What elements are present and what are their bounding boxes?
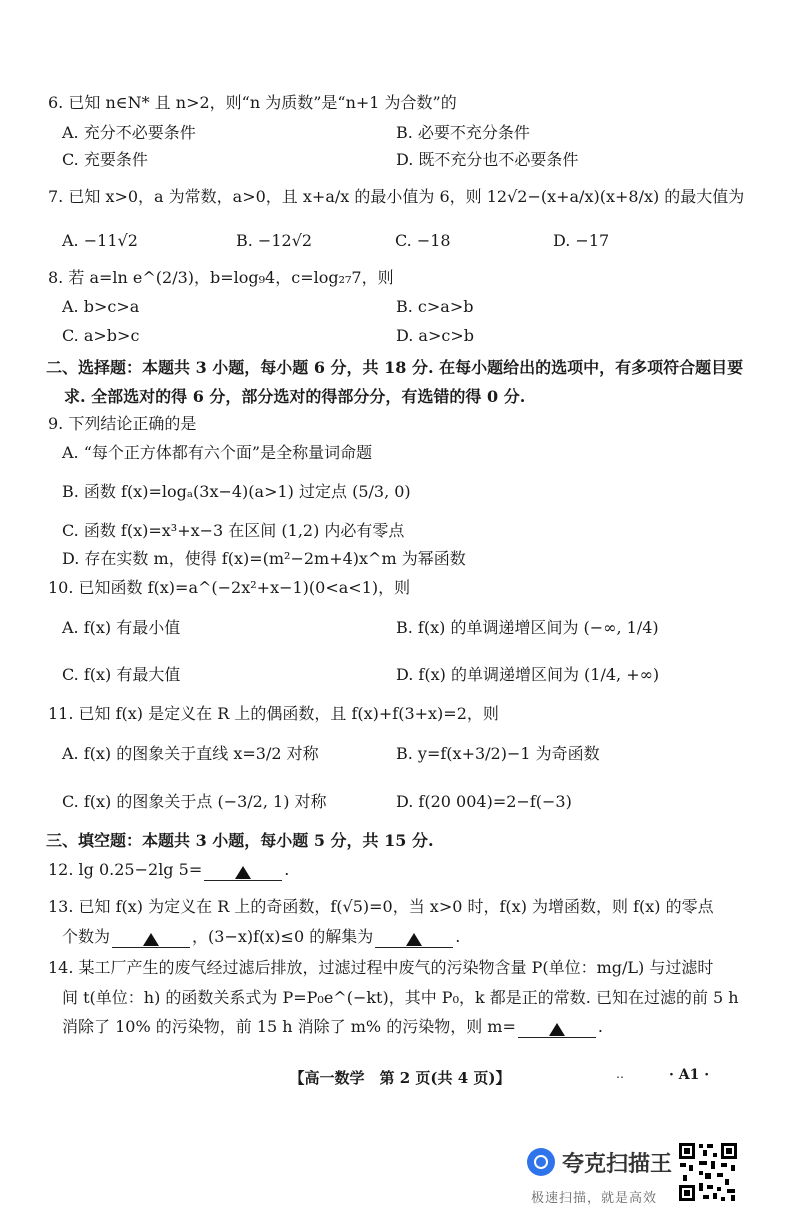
triangle-icon bbox=[143, 933, 159, 946]
q9-stem: 9. 下列结论正确的是 bbox=[48, 414, 197, 433]
q13-answer-blank-2[interactable] bbox=[375, 929, 453, 948]
q14-line3: 消除了 10% 的污染物，前 15 h 消除了 m% 的污染物，则 m= . bbox=[62, 1017, 603, 1036]
q6-stem: 6. 已知 n∈N* 且 n>2，则“n 为质数”是“n+1 为合数”的 bbox=[48, 93, 457, 112]
quark-logo-icon bbox=[527, 1148, 555, 1176]
q7-option-c: C. −18 bbox=[395, 231, 451, 250]
page-code: · A1 · bbox=[669, 1067, 710, 1083]
q9-option-d: D. 存在实数 m，使得 f(x)=(m²−2m+4)x^m 为幂函数 bbox=[62, 549, 466, 568]
q13-line1: 13. 已知 f(x) 为定义在 R 上的奇函数，f(√5)=0，当 x>0 时，f(x) 为增函数，则 f(x) 的零点 bbox=[48, 897, 714, 916]
q6-option-a: A. 充分不必要条件 bbox=[62, 123, 196, 142]
q11-option-b: B. y=f(x+3/2)−1 为奇函数 bbox=[396, 744, 600, 763]
q6-option-d: D. 既不充分也不必要条件 bbox=[396, 150, 579, 169]
scan-dots: ‥ bbox=[616, 1067, 625, 1081]
q9-option-c: C. 函数 f(x)=x³+x−3 在区间 (1,2) 内必有零点 bbox=[62, 521, 405, 540]
section2-instructions-line2: 求. 全部选对的得 6 分，部分选对的得部分分，有选错的得 0 分. bbox=[64, 387, 526, 406]
triangle-icon bbox=[549, 1023, 565, 1036]
watermark-slogan: 极速扫描，就是高效 bbox=[531, 1191, 658, 1206]
q13-text-b: ，(3−x)f(x)≤0 的解集为 bbox=[192, 927, 374, 946]
q6-option-b: B. 必要不充分条件 bbox=[396, 123, 530, 142]
q8-option-a: A. b>c>a bbox=[62, 297, 140, 316]
watermark-name: 夸克扫描王 bbox=[562, 1152, 673, 1177]
q10-stem: 10. 已知函数 f(x)=a^(−2x²+x−1)(0<a<1)，则 bbox=[48, 578, 411, 597]
q9-option-b: B. 函数 f(x)=logₐ(3x−4)(a>1) 过定点 (5/3, 0) bbox=[62, 482, 411, 501]
q13-line2: 个数为 ，(3−x)f(x)≤0 的解集为 . bbox=[62, 927, 461, 946]
q8-option-c: C. a>b>c bbox=[62, 326, 140, 345]
q12-text: 12. lg 0.25−2lg 5= bbox=[48, 860, 203, 879]
q8-option-d: D. a>c>b bbox=[396, 326, 474, 345]
q10-option-d: D. f(x) 的单调递增区间为 (1/4, +∞) bbox=[396, 665, 660, 684]
page-footer: 【高一数学 第 2 页(共 4 页)】 bbox=[289, 1069, 511, 1087]
q14-text: 消除了 10% 的污染物，前 15 h 消除了 m% 的污染物，则 m= bbox=[62, 1017, 516, 1036]
section2-instructions-line1: 二、选择题：本题共 3 小题，每小题 6 分，共 18 分. 在每小题给出的选项中，有多项符合题目要 bbox=[46, 358, 744, 377]
q11-option-d: D. f(20 004)=2−f(−3) bbox=[396, 792, 572, 811]
q7-option-d: D. −17 bbox=[553, 231, 610, 250]
q8-option-b: B. c>a>b bbox=[396, 297, 474, 316]
triangle-icon bbox=[235, 866, 251, 879]
triangle-icon bbox=[406, 933, 422, 946]
q8-stem: 8. 若 a=ln e^(2/3)，b=log₉4，c=log₂₇7，则 bbox=[48, 268, 394, 287]
q14-answer-blank[interactable] bbox=[518, 1019, 596, 1038]
q13-text-a: 个数为 bbox=[62, 927, 111, 946]
q7-stem: 7. 已知 x>0，a 为常数，a>0，且 x+a/x 的最小值为 6，则 12√2−(x+a/x)(x+8/x) 的最大值为 bbox=[48, 187, 745, 206]
q10-option-b: B. f(x) 的单调递增区间为 (−∞, 1/4) bbox=[396, 618, 659, 637]
q12-line: 12. lg 0.25−2lg 5= . bbox=[48, 860, 290, 879]
q14-line1: 14. 某工厂产生的废气经过滤后排放，过滤过程中废气的污染物含量 P(单位：mg/L) 与过滤时 bbox=[48, 958, 714, 977]
section3-instructions: 三、填空题：本题共 3 小题，每小题 5 分，共 15 分. bbox=[46, 831, 434, 850]
q10-option-a: A. f(x) 有最小值 bbox=[62, 618, 181, 637]
q9-option-a: A. “每个正方体都有六个面”是全称量词命题 bbox=[62, 443, 373, 462]
q11-stem: 11. 已知 f(x) 是定义在 R 上的偶函数，且 f(x)+f(3+x)=2，则 bbox=[48, 704, 499, 723]
q7-option-a: A. −11√2 bbox=[62, 231, 138, 250]
q10-option-c: C. f(x) 有最大值 bbox=[62, 665, 181, 684]
q11-option-a: A. f(x) 的图象关于直线 x=3/2 对称 bbox=[62, 744, 319, 763]
q13-answer-blank-1[interactable] bbox=[112, 929, 190, 948]
q11-option-c: C. f(x) 的图象关于点 (−3/2, 1) 对称 bbox=[62, 792, 327, 811]
q6-option-c: C. 充要条件 bbox=[62, 150, 148, 169]
q14-line2: 间 t(单位：h) 的函数关系式为 P=P₀e^(−kt)，其中 P₀，k 都是正的常数. 已知在过滤的前 5 h bbox=[62, 988, 739, 1007]
q12-answer-blank[interactable] bbox=[204, 862, 282, 881]
q7-option-b: B. −12√2 bbox=[236, 231, 313, 250]
qr-code-icon bbox=[677, 1141, 739, 1203]
